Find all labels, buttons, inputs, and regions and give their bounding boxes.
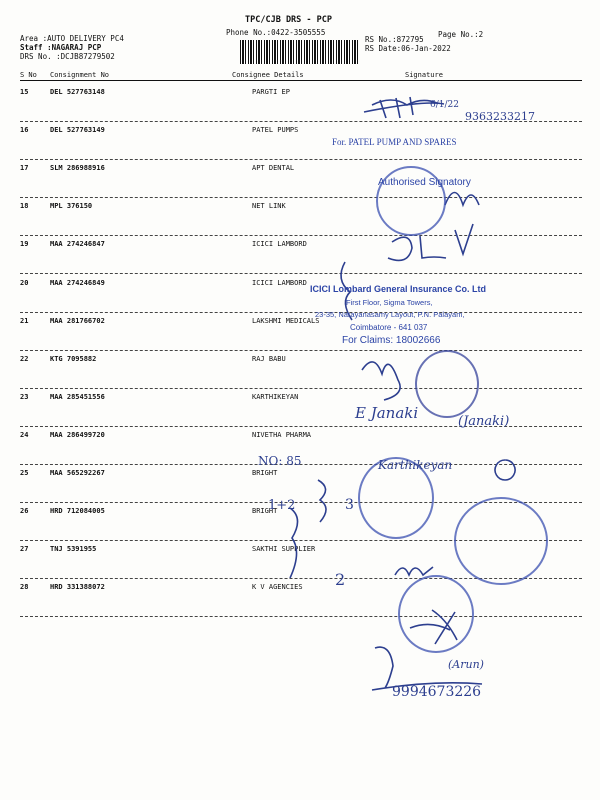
row-consignee: LAKSHMI MEDICALS xyxy=(252,317,320,325)
table-row xyxy=(0,393,600,403)
icici-stamp-line1: ICICI Lombard General Insurance Co. Ltd xyxy=(310,284,487,294)
icici-stamp-line2: First Floor, Sigma Towers, xyxy=(346,298,433,307)
row-sno: 25 xyxy=(20,469,29,477)
table-row xyxy=(0,240,600,250)
icici-stamp-line4: Coimbatore - 641 037 xyxy=(350,323,428,332)
row-sno: 17 xyxy=(20,164,29,172)
row-sno: 24 xyxy=(20,431,29,439)
bright-stamp-circle xyxy=(454,497,548,585)
row-divider xyxy=(20,235,582,236)
table-row xyxy=(0,88,600,98)
row-divider xyxy=(20,273,582,274)
column-header-consignment: Consignment No xyxy=(50,71,110,79)
row-divider xyxy=(20,388,582,389)
handwritten-name-28: (Arun) xyxy=(448,658,484,671)
row-consignment-no: MAA 565292267 xyxy=(50,469,105,477)
row-divider xyxy=(20,159,582,160)
area-label: Area :AUTO DELIVERY PC4 xyxy=(20,34,124,43)
row-consignment-no: DEL 527763149 xyxy=(50,126,105,134)
column-header-consignee: Consignee Details xyxy=(232,71,304,79)
row-sno: 18 xyxy=(20,202,29,210)
handwritten-name-22b: (Janaki) xyxy=(458,414,510,429)
row-consignee: NIVETHA PHARMA xyxy=(252,431,312,439)
handwritten-phone-28: 9994673226 xyxy=(392,684,482,700)
barcode xyxy=(240,40,358,64)
handwritten-2: 2 xyxy=(335,570,346,589)
icici-stamp-line3: 23-35, Narayanasamy Layout, P.N. Palayam, xyxy=(315,310,465,319)
handwritten-name-22: E Janaki xyxy=(355,404,419,422)
handwritten-date-15: 6/1/22 xyxy=(430,100,459,110)
table-row xyxy=(0,202,600,212)
squiggle-26 xyxy=(395,567,433,575)
column-header-signature: Signature xyxy=(405,71,443,79)
row-divider xyxy=(20,616,582,617)
row-divider xyxy=(20,312,582,313)
row-consignment-no: HRD 331388072 xyxy=(50,583,105,591)
row-consignee: KARTHIKEYAN xyxy=(252,393,299,401)
row-divider xyxy=(20,350,582,351)
row-consignee: BRIGHT xyxy=(252,469,278,477)
row-consignment-no: HRD 712084005 xyxy=(50,507,105,515)
row-sno: 16 xyxy=(20,126,29,134)
table-row xyxy=(0,279,600,289)
row-consignment-no: MAA 274246849 xyxy=(50,279,105,287)
handwritten-door-no: NO: 85 xyxy=(258,454,302,468)
staff-label: Staff :NAGARAJ PCP xyxy=(20,43,102,52)
table-row xyxy=(0,126,600,136)
row-consignee: SAKTHI SUPPLIER xyxy=(252,545,316,553)
header-divider xyxy=(20,80,582,81)
row-sno: 22 xyxy=(20,355,29,363)
row-sno: 19 xyxy=(20,240,29,248)
authorised-signatory-text: Authorised Signatory xyxy=(378,177,471,188)
row-consignee: PARGTI EP xyxy=(252,88,290,96)
row-consignment-no: MPL 376150 xyxy=(50,202,93,210)
row-sno: 27 xyxy=(20,545,29,553)
signature-25 xyxy=(290,508,298,578)
table-row xyxy=(0,164,600,174)
page-number: Page No.:2 xyxy=(438,30,484,39)
row-consignment-no: DEL 527763148 xyxy=(50,88,105,96)
handwritten-count-24: 1+2 xyxy=(268,498,296,513)
handwritten-name-23: Karthikeyan xyxy=(378,458,453,472)
row-consignee: ICICI LAMBORD xyxy=(252,279,307,287)
row-consignee: K V AGENCIES xyxy=(252,583,303,591)
rs-date: RS Date:06-Jan-2022 xyxy=(365,44,451,53)
table-row xyxy=(0,317,600,327)
medical-stamp-circle xyxy=(415,350,479,418)
row-sno: 28 xyxy=(20,583,29,591)
row-consignment-no: TNJ 5391955 xyxy=(50,545,97,553)
row-sno: 15 xyxy=(20,88,29,96)
table-row xyxy=(0,431,600,441)
row-consignee: NET LINK xyxy=(252,202,286,210)
row-consignee: ICICI LAMBORD xyxy=(252,240,307,248)
row-consignment-no: MAA 285451556 xyxy=(50,393,105,401)
page-title: TPC/CJB DRS - PCP xyxy=(245,15,332,25)
row-consignment-no: SLM 286988916 xyxy=(50,164,105,172)
phone-number: Phone No.:0422-3505555 xyxy=(226,28,326,37)
rs-number: RS No.:872795 xyxy=(365,35,424,44)
row-sno: 21 xyxy=(20,317,29,325)
row-consignment-no: MAA 281766702 xyxy=(50,317,105,325)
row-sno: 23 xyxy=(20,393,29,401)
drs-number: DRS No. :DCJB87279502 xyxy=(20,52,115,61)
row-consignee: PATEL PUMPS xyxy=(252,126,299,134)
column-header-sno: S No xyxy=(20,71,37,79)
row-consignee: APT DENTAL xyxy=(252,164,295,172)
table-row xyxy=(0,355,600,365)
row-consignee: BRIGHT xyxy=(252,507,278,515)
row-divider xyxy=(20,197,582,198)
row-consignment-no: MAA 274246847 xyxy=(50,240,105,248)
row-consignment-no: MAA 286499720 xyxy=(50,431,105,439)
handwritten-phone-15: 9363233217 xyxy=(465,110,535,123)
row-sno: 20 xyxy=(20,279,29,287)
row-consignee: RAJ BABU xyxy=(252,355,286,363)
icici-stamp-line5: For Claims: 18002666 xyxy=(342,335,441,346)
sakthi-stamp-circle xyxy=(398,575,474,653)
table-row xyxy=(0,469,600,479)
row-consignment-no: KTG 7095882 xyxy=(50,355,97,363)
handwritten-3: 3 xyxy=(345,497,354,513)
patel-stamp-text: For. PATEL PUMP AND SPARES xyxy=(332,137,457,147)
table-row xyxy=(0,583,600,593)
row-sno: 26 xyxy=(20,507,29,515)
